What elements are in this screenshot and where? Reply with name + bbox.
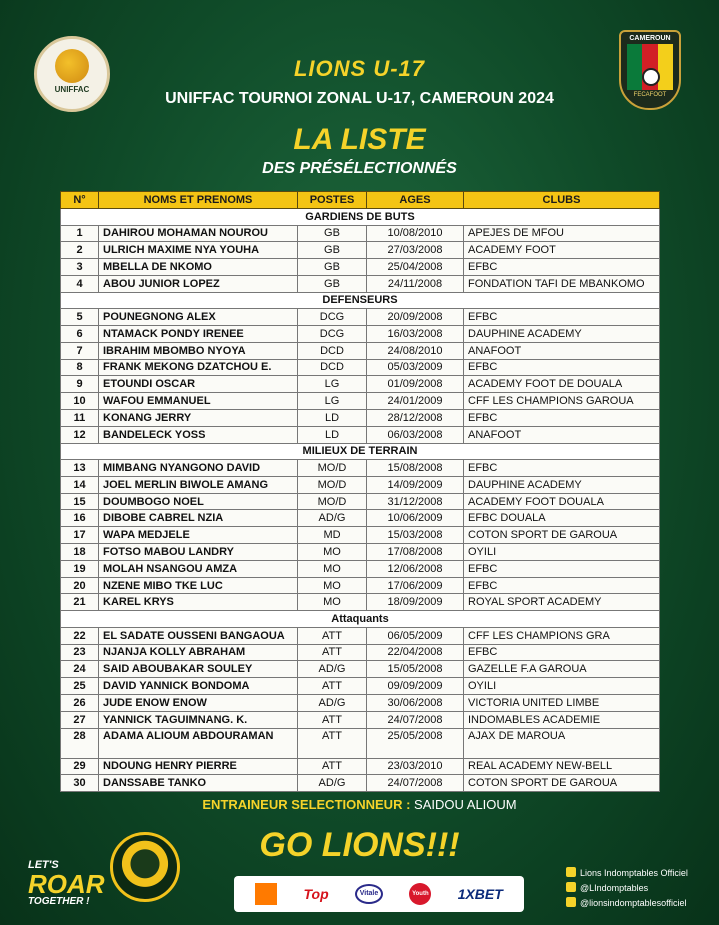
player-club: EFBC xyxy=(464,309,660,326)
player-birthdate: 25/04/2008 xyxy=(367,259,464,276)
player-number: 12 xyxy=(61,426,99,443)
section-title: DEFENSEURS xyxy=(61,292,660,309)
player-number: 8 xyxy=(61,359,99,376)
player-name: WAFOU EMMANUEL xyxy=(99,393,298,410)
instagram-link[interactable] xyxy=(566,896,688,911)
table-row xyxy=(61,225,660,242)
player-club: REAL ACADEMY NEW-BELL xyxy=(464,758,660,775)
player-number: 13 xyxy=(61,460,99,477)
player-name: MOLAH NSANGOU AMZA xyxy=(99,560,298,577)
player-position: ATT xyxy=(298,711,367,728)
table-row xyxy=(61,527,660,544)
player-number: 20 xyxy=(61,577,99,594)
table-row xyxy=(61,259,660,276)
col-header-club: CLUBS xyxy=(464,192,660,209)
col-header-position: POSTES xyxy=(298,192,367,209)
player-number: 21 xyxy=(61,594,99,611)
player-position: MO xyxy=(298,544,367,561)
player-birthdate: 24/01/2009 xyxy=(367,393,464,410)
sponsor-bar xyxy=(234,876,524,912)
table-row xyxy=(61,661,660,678)
player-name: ULRICH MAXIME NYA YOUHA xyxy=(99,242,298,259)
table-row xyxy=(61,758,660,775)
lion-icon xyxy=(110,832,180,902)
player-name: YANNICK TAGUIMNANG. K. xyxy=(99,711,298,728)
player-club: ROYAL SPORT ACADEMY xyxy=(464,594,660,611)
player-name: ETOUNDI OSCAR xyxy=(99,376,298,393)
player-club: DAUPHINE ACADEMY xyxy=(464,476,660,493)
coach-line xyxy=(0,797,719,812)
player-number: 23 xyxy=(61,644,99,661)
player-birthdate: 31/12/2008 xyxy=(367,493,464,510)
player-position: ATT xyxy=(298,644,367,661)
coach-label: ENTRAINEUR SELECTIONNEUR : xyxy=(202,797,411,812)
player-number: 30 xyxy=(61,775,99,792)
player-club: EFBC xyxy=(464,560,660,577)
player-position: GB xyxy=(298,242,367,259)
player-club: EFBC xyxy=(464,409,660,426)
player-club: APEJES DE MFOU xyxy=(464,225,660,242)
orange-sponsor-logo xyxy=(255,883,277,905)
player-number: 9 xyxy=(61,376,99,393)
player-position: DCG xyxy=(298,309,367,326)
section-title: Attaquants xyxy=(61,611,660,628)
player-number: 3 xyxy=(61,259,99,276)
player-club: COTON SPORT DE GAROUA xyxy=(464,527,660,544)
player-birthdate: 17/08/2008 xyxy=(367,544,464,561)
player-birthdate: 09/09/2009 xyxy=(367,678,464,695)
player-club: OYILI xyxy=(464,678,660,695)
col-header-age: AGES xyxy=(367,192,464,209)
player-position: GB xyxy=(298,275,367,292)
player-number: 22 xyxy=(61,627,99,644)
instagram-handle: @lionsindomptablesofficiel xyxy=(580,898,687,908)
list-subtitle: DES PRÉSÉLECTIONNÉS xyxy=(262,160,457,177)
section-row xyxy=(61,292,660,309)
table-row xyxy=(61,393,660,410)
table-row xyxy=(61,325,660,342)
player-name: NJANJA KOLLY ABRAHAM xyxy=(99,644,298,661)
table-header-row xyxy=(61,192,660,209)
facebook-icon xyxy=(566,867,576,877)
player-birthdate: 15/08/2008 xyxy=(367,460,464,477)
player-club: EFBC xyxy=(464,259,660,276)
player-club: ANAFOOT xyxy=(464,342,660,359)
player-club: ACADEMY FOOT DE DOUALA xyxy=(464,376,660,393)
player-number: 16 xyxy=(61,510,99,527)
table-row xyxy=(61,594,660,611)
table-row xyxy=(61,242,660,259)
player-number: 19 xyxy=(61,560,99,577)
roar-line1: LET'S xyxy=(28,859,59,871)
player-number: 29 xyxy=(61,758,99,775)
player-position: MO xyxy=(298,560,367,577)
player-birthdate: 01/09/2008 xyxy=(367,376,464,393)
player-birthdate: 24/11/2008 xyxy=(367,275,464,292)
section-title: MILIEUX DE TERRAIN xyxy=(61,443,660,460)
player-name: ABOU JUNIOR LOPEZ xyxy=(99,275,298,292)
player-position: LD xyxy=(298,409,367,426)
player-position: DCG xyxy=(298,325,367,342)
table-row xyxy=(61,627,660,644)
player-position: LG xyxy=(298,376,367,393)
section-title: GARDIENS DE BUTS xyxy=(61,209,660,226)
player-number: 7 xyxy=(61,342,99,359)
team-title: LIONS U-17 xyxy=(293,56,426,81)
player-name: JUDE ENOW ENOW xyxy=(99,694,298,711)
player-name: ADAMA ALIOUM ABDOURAMAN xyxy=(99,728,298,758)
player-position: AD/G xyxy=(298,661,367,678)
player-birthdate: 24/08/2010 xyxy=(367,342,464,359)
table-row xyxy=(61,476,660,493)
player-name: DAVID YANNICK BONDOMA xyxy=(99,678,298,695)
instagram-icon xyxy=(566,897,576,907)
player-position: GB xyxy=(298,225,367,242)
table-row xyxy=(61,359,660,376)
player-number: 26 xyxy=(61,694,99,711)
player-club: DAUPHINE ACADEMY xyxy=(464,325,660,342)
fecafoot-logo-title: CAMEROUN xyxy=(629,35,671,42)
player-birthdate: 20/09/2008 xyxy=(367,309,464,326)
player-position: MO/D xyxy=(298,493,367,510)
table-row xyxy=(61,460,660,477)
player-number: 1 xyxy=(61,225,99,242)
table-row xyxy=(61,493,660,510)
table-row xyxy=(61,560,660,577)
player-position: ATT xyxy=(298,758,367,775)
player-position: GB xyxy=(298,259,367,276)
table-row xyxy=(61,510,660,527)
section-row xyxy=(61,611,660,628)
vitale-sponsor-logo: Vitale xyxy=(355,884,383,904)
player-position: ATT xyxy=(298,627,367,644)
player-position: LD xyxy=(298,426,367,443)
player-name: BANDELECK YOSS xyxy=(99,426,298,443)
player-name: DIBOBE CABREL NZIA xyxy=(99,510,298,527)
player-table xyxy=(60,191,660,792)
player-position: MO/D xyxy=(298,460,367,477)
player-position: AD/G xyxy=(298,510,367,527)
player-birthdate: 05/03/2009 xyxy=(367,359,464,376)
player-birthdate: 10/08/2010 xyxy=(367,225,464,242)
player-birthdate: 30/06/2008 xyxy=(367,694,464,711)
player-club: GAZELLE F.A GAROUA xyxy=(464,661,660,678)
top-sponsor-logo: Top xyxy=(303,886,329,902)
player-birthdate: 24/07/2008 xyxy=(367,775,464,792)
section-row xyxy=(61,443,660,460)
player-number: 2 xyxy=(61,242,99,259)
player-club: CFF LES CHAMPIONS GAROUA xyxy=(464,393,660,410)
player-number: 10 xyxy=(61,393,99,410)
player-number: 15 xyxy=(61,493,99,510)
player-birthdate: 15/03/2008 xyxy=(367,527,464,544)
player-position: AD/G xyxy=(298,775,367,792)
table-body xyxy=(61,209,660,792)
1xbet-sponsor-logo: 1XBET xyxy=(457,886,503,902)
player-birthdate: 16/03/2008 xyxy=(367,325,464,342)
player-position: LG xyxy=(298,393,367,410)
player-name: NDOUNG HENRY PIERRE xyxy=(99,758,298,775)
player-position: DCD xyxy=(298,359,367,376)
player-name: NZENE MIBO TKE LUC xyxy=(99,577,298,594)
table-row xyxy=(61,544,660,561)
player-position: MD xyxy=(298,527,367,544)
player-club: INDOMABLES ACADEMIE xyxy=(464,711,660,728)
player-position: ATT xyxy=(298,678,367,695)
player-club: CFF LES CHAMPIONS GRA xyxy=(464,627,660,644)
player-position: AD/G xyxy=(298,694,367,711)
player-name: MBELLA DE NKOMO xyxy=(99,259,298,276)
player-name: FRANK MEKONG DZATCHOU E. xyxy=(99,359,298,376)
player-birthdate: 27/03/2008 xyxy=(367,242,464,259)
youth-sponsor-logo: Youth xyxy=(409,883,431,905)
fecafoot-logo-sub: FECAFOOT xyxy=(633,92,667,98)
player-club: EFBC xyxy=(464,577,660,594)
coach-name: SAIDOU ALIOUM xyxy=(414,797,517,812)
player-birthdate: 06/05/2009 xyxy=(367,627,464,644)
player-name: DAHIROU MOHAMAN NOUROU xyxy=(99,225,298,242)
facebook-link[interactable] xyxy=(566,866,688,881)
player-birthdate: 24/07/2008 xyxy=(367,711,464,728)
player-position: MO xyxy=(298,577,367,594)
player-birthdate: 18/09/2009 xyxy=(367,594,464,611)
player-club: EFBC xyxy=(464,460,660,477)
player-number: 14 xyxy=(61,476,99,493)
player-name: DANSSABE TANKO xyxy=(99,775,298,792)
player-club: ACADEMY FOOT DOUALA xyxy=(464,493,660,510)
player-birthdate: 22/04/2008 xyxy=(367,644,464,661)
player-name: KONANG JERRY xyxy=(99,409,298,426)
player-club: EFBC DOUALA xyxy=(464,510,660,527)
player-club: ACADEMY FOOT xyxy=(464,242,660,259)
player-number: 4 xyxy=(61,275,99,292)
player-club: COTON SPORT DE GAROUA xyxy=(464,775,660,792)
facebook-handle: Lions Indomptables Officiel xyxy=(580,868,688,878)
table-row xyxy=(61,342,660,359)
player-name: WAPA MEDJELE xyxy=(99,527,298,544)
player-birthdate: 12/06/2008 xyxy=(367,560,464,577)
player-number: 18 xyxy=(61,544,99,561)
table-row xyxy=(61,678,660,695)
player-birthdate: 28/12/2008 xyxy=(367,409,464,426)
player-name: JOEL MERLIN BIWOLE AMANG xyxy=(99,476,298,493)
player-name: MIMBANG NYANGONO DAVID xyxy=(99,460,298,477)
player-birthdate: 25/05/2008 xyxy=(367,728,464,758)
player-birthdate: 14/09/2009 xyxy=(367,476,464,493)
player-name: DOUMBOGO NOEL xyxy=(99,493,298,510)
player-name: IBRAHIM MBOMBO NYOYA xyxy=(99,342,298,359)
col-header-number: N° xyxy=(61,192,99,209)
tournament-subtitle: UNIFFAC TOURNOI ZONAL U-17, CAMEROUN 2024 xyxy=(165,90,554,107)
table-row xyxy=(61,694,660,711)
player-birthdate: 17/06/2009 xyxy=(367,577,464,594)
col-header-name: NOMS ET PRENOMS xyxy=(99,192,298,209)
table-row xyxy=(61,426,660,443)
player-name: NTAMACK PONDY IRENEE xyxy=(99,325,298,342)
player-club: EFBC xyxy=(464,644,660,661)
table-row xyxy=(61,644,660,661)
player-name: SAID ABOUBAKAR SOULEY xyxy=(99,661,298,678)
player-name: EL SADATE OUSSENI BANGAOUA xyxy=(99,627,298,644)
player-name: KAREL KRYS xyxy=(99,594,298,611)
player-club: ANAFOOT xyxy=(464,426,660,443)
player-birthdate: 15/05/2008 xyxy=(367,661,464,678)
table-row xyxy=(61,775,660,792)
twitter-link[interactable] xyxy=(566,881,688,896)
player-number: 5 xyxy=(61,309,99,326)
uniffac-logo-label: UNIFFAC xyxy=(54,84,90,94)
roar-line3: TOGETHER ! xyxy=(28,896,90,907)
player-number: 6 xyxy=(61,325,99,342)
twitter-icon xyxy=(566,882,576,892)
roar-together-logo xyxy=(28,860,108,907)
player-club: VICTORIA UNITED LIMBE xyxy=(464,694,660,711)
player-position: ATT xyxy=(298,728,367,758)
player-club: OYILI xyxy=(464,544,660,561)
player-number: 17 xyxy=(61,527,99,544)
table-row xyxy=(61,376,660,393)
section-row xyxy=(61,209,660,226)
player-club: FONDATION TAFI DE MBANKOMO xyxy=(464,275,660,292)
social-links xyxy=(566,866,688,911)
player-number: 24 xyxy=(61,661,99,678)
player-number: 27 xyxy=(61,711,99,728)
table-row xyxy=(61,728,660,758)
player-club: AJAX DE MAROUA xyxy=(464,728,660,758)
table-row xyxy=(61,711,660,728)
player-birthdate: 23/03/2010 xyxy=(367,758,464,775)
table-row xyxy=(61,275,660,292)
slogan: GO LIONS!!! xyxy=(259,826,460,864)
player-number: 11 xyxy=(61,409,99,426)
table-row xyxy=(61,409,660,426)
table-row xyxy=(61,309,660,326)
player-position: MO xyxy=(298,594,367,611)
twitter-handle: @LIndomptables xyxy=(580,883,649,893)
player-name: POUNEGNONG ALEX xyxy=(99,309,298,326)
player-position: DCD xyxy=(298,342,367,359)
player-birthdate: 06/03/2008 xyxy=(367,426,464,443)
player-name: FOTSO MABOU LANDRY xyxy=(99,544,298,561)
player-club: EFBC xyxy=(464,359,660,376)
list-title: LA LISTE xyxy=(293,123,426,156)
player-number: 25 xyxy=(61,678,99,695)
player-number: 28 xyxy=(61,728,99,758)
roar-line2: ROAR xyxy=(28,869,105,899)
player-position: MO/D xyxy=(298,476,367,493)
player-birthdate: 10/06/2009 xyxy=(367,510,464,527)
table-row xyxy=(61,577,660,594)
